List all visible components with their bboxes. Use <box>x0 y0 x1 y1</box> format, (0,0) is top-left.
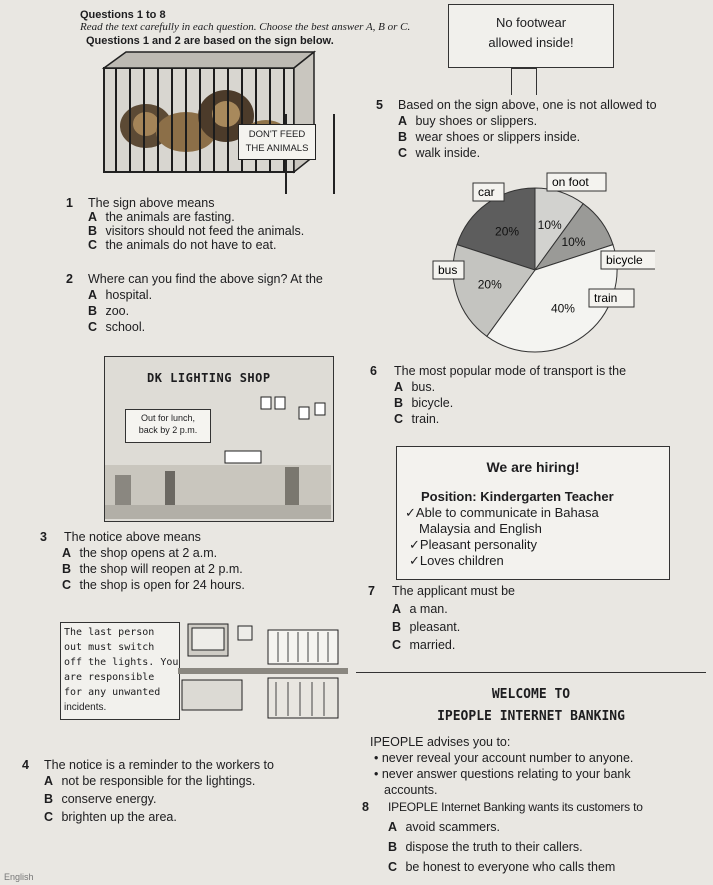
sign-post <box>511 68 537 95</box>
q2-option-a[interactable] <box>88 288 152 303</box>
option-text: wear shoes or slippers inside. <box>415 130 581 144</box>
option-letter: B <box>398 130 408 144</box>
option-letter: A <box>62 546 72 560</box>
check-icon: ✓ <box>409 537 420 552</box>
question-number: 3 <box>40 530 47 544</box>
option-text: the shop will reopen at 2 p.m. <box>79 562 243 576</box>
option-text: the shop opens at 2 a.m. <box>79 546 218 560</box>
option-text: school. <box>105 320 146 334</box>
option-text: pleasant. <box>409 620 461 634</box>
question-stem: The notice is a reminder to the workers to <box>44 758 274 772</box>
pie-category-label <box>547 173 606 191</box>
option-letter: B <box>88 304 98 318</box>
q3-option-b[interactable] <box>62 562 243 577</box>
pie-value-label: 10% <box>537 217 562 232</box>
lion-cage-illustration <box>96 44 358 196</box>
option-text: avoid scammers. <box>405 820 500 834</box>
notice-line: for any unwanted <box>64 687 161 698</box>
option-text: hospital. <box>105 288 153 302</box>
notice-line: are responsible <box>64 672 155 683</box>
option-letter: A <box>88 210 98 224</box>
switch-off-notice <box>60 622 180 720</box>
q4-option-a[interactable] <box>44 774 255 789</box>
lamps-icon <box>255 393 329 433</box>
option-letter: B <box>392 620 402 634</box>
option-text: buy shoes or slippers. <box>415 114 538 128</box>
sub-instruction: Questions 1 and 2 are based on the sign below. <box>86 35 334 47</box>
option-text: the animals are fasting. <box>105 210 235 224</box>
option-letter: C <box>88 320 98 334</box>
dont-feed-line1: DON'T FEED <box>248 129 306 140</box>
option-text: zoo. <box>105 304 130 318</box>
q1-option-a[interactable] <box>88 210 235 225</box>
hiring-title: We are hiring! <box>486 459 580 475</box>
question-stem: The most popular mode of transport is the <box>394 364 627 378</box>
hiring-req-3 <box>409 553 504 569</box>
option-text: be honest to everyone who calls them <box>405 860 616 874</box>
question-6 <box>370 364 626 379</box>
check-icon: ✓ <box>409 553 420 568</box>
q8-option-c[interactable] <box>388 860 615 875</box>
option-text: conserve energy. <box>61 792 157 806</box>
q2-option-c[interactable] <box>88 320 145 335</box>
q3-option-c[interactable] <box>62 578 245 593</box>
q5-option-a[interactable] <box>398 114 537 129</box>
pie-value-label: 40% <box>550 301 575 316</box>
hiring-req-1-cont: Malaysia and English <box>419 521 542 536</box>
q7-option-a[interactable] <box>392 602 448 617</box>
svg-text:on foot: on foot <box>552 175 589 189</box>
question-stem: Where can you find the above sign? At the <box>88 272 323 286</box>
option-text: walk inside. <box>415 146 481 160</box>
question-4 <box>22 758 274 773</box>
question-number: 6 <box>370 364 377 378</box>
q1-option-b[interactable] <box>88 224 304 239</box>
question-number: 1 <box>66 196 73 210</box>
bank-bullet-2-cont: accounts. <box>384 783 438 797</box>
option-text: a man. <box>409 602 448 616</box>
check-icon: ✓ <box>405 505 416 520</box>
question-1 <box>66 196 214 211</box>
pie-value-label: 20% <box>495 224 520 239</box>
question-2 <box>66 272 323 287</box>
hiring-advert <box>396 446 670 580</box>
q4-option-c[interactable] <box>44 810 177 825</box>
option-letter: A <box>44 774 54 788</box>
bank-notice <box>356 672 706 797</box>
question-number: 8 <box>362 800 369 814</box>
option-letter: B <box>62 562 72 576</box>
pie-category-label <box>601 251 655 269</box>
question-8 <box>362 800 643 815</box>
section-title: Questions 1 to 8 <box>80 9 166 21</box>
bank-bullet-2: • never answer questions relating to your bank <box>374 767 631 781</box>
q3-option-a[interactable] <box>62 546 217 561</box>
option-text: married. <box>409 638 456 652</box>
option-letter: C <box>88 238 98 252</box>
q5-option-c[interactable] <box>398 146 480 161</box>
svg-text:car: car <box>478 185 495 199</box>
option-letter: C <box>392 638 402 652</box>
notice-line: out must switch <box>64 642 155 653</box>
bullet-text: never answer questions relating to your bank <box>381 767 631 781</box>
q2-option-b[interactable] <box>88 304 129 319</box>
q4-option-b[interactable] <box>44 792 156 807</box>
notice-line: The last person <box>64 627 155 638</box>
option-text: dispose the truth to their callers. <box>405 840 583 854</box>
lunch-notice <box>125 409 211 443</box>
q6-option-b[interactable] <box>394 396 453 411</box>
option-text: bicycle. <box>411 396 454 410</box>
lighting-shop-illustration <box>104 356 334 522</box>
svg-text:train: train <box>594 291 618 305</box>
option-text: the animals do not have to eat. <box>105 238 277 252</box>
pie-value-label: 20% <box>477 277 502 292</box>
office-illustration <box>178 620 348 730</box>
question-3 <box>40 530 201 545</box>
shop-counter-icon <box>105 445 331 519</box>
q7-option-b[interactable] <box>392 620 460 635</box>
option-letter: A <box>388 820 398 834</box>
q1-option-c[interactable] <box>88 238 276 253</box>
footwear-sign-line1: No footwear <box>495 15 567 30</box>
hiring-req-2 <box>409 537 537 553</box>
q8-option-b[interactable] <box>388 840 583 855</box>
req-text: Loves children <box>419 553 504 568</box>
option-letter: C <box>394 412 404 426</box>
dont-feed-sign <box>238 124 316 160</box>
option-text: visitors should not feed the animals. <box>105 224 305 238</box>
question-number: 2 <box>66 272 73 286</box>
bullet-text: never reveal your account number to anyone. <box>381 751 634 765</box>
question-stem: Based on the sign above, one is not allowed to <box>398 98 657 112</box>
option-letter: A <box>88 288 98 302</box>
req-text: Pleasant personality <box>419 537 537 552</box>
q8-option-a[interactable] <box>388 820 500 835</box>
hiring-position: Position: Kindergarten Teacher <box>421 489 614 504</box>
svg-text:bus: bus <box>438 263 458 277</box>
footer-text: English <box>4 872 34 882</box>
question-stem: The sign above means <box>88 196 215 210</box>
bank-bullet-1: • never reveal your account number to anyone. <box>374 751 634 765</box>
q7-option-c[interactable] <box>392 638 455 653</box>
notice-line: off the lights. You <box>64 657 179 668</box>
notice-line: incidents. <box>64 702 107 713</box>
q6-option-a[interactable] <box>394 380 435 395</box>
svg-text:bicycle: bicycle <box>606 253 643 267</box>
option-text: train. <box>411 412 440 426</box>
question-stem: IPEOPLE Internet Banking wants its customers to <box>388 800 643 814</box>
option-text: not be responsible for the lightings. <box>61 774 256 788</box>
option-letter: C <box>44 810 54 824</box>
option-letter: A <box>398 114 408 128</box>
question-stem: The notice above means <box>64 530 201 544</box>
pie-category-label <box>433 261 464 279</box>
pie-category-label <box>589 289 634 307</box>
option-letter: A <box>394 380 404 394</box>
question-number: 7 <box>368 584 375 598</box>
pie-category-label <box>473 183 504 201</box>
option-text: bus. <box>411 380 436 394</box>
hiring-req-1 <box>405 505 599 521</box>
bank-welcome: WELCOME TO <box>491 687 571 702</box>
q6-option-c[interactable] <box>394 412 439 427</box>
option-letter: A <box>392 602 402 616</box>
bank-advises: IPEOPLE advises you to: <box>370 735 511 749</box>
lunch-notice-line1: Out for lunch, <box>140 413 196 423</box>
option-text: the shop is open for 24 hours. <box>79 578 245 592</box>
option-letter: C <box>388 860 398 874</box>
question-number: 5 <box>376 98 383 112</box>
lunch-notice-line2: back by 2 p.m. <box>138 425 198 435</box>
question-7 <box>368 584 515 599</box>
option-letter: B <box>394 396 404 410</box>
option-text: brighten up the area. <box>61 810 177 824</box>
footwear-sign-line2: allowed inside! <box>488 35 574 50</box>
question-stem: The applicant must be <box>392 584 515 598</box>
footwear-sign <box>448 4 614 68</box>
shop-name: DK LIGHTING SHOP <box>147 371 271 385</box>
option-letter: B <box>44 792 54 806</box>
bank-name: IPEOPLE INTERNET BANKING <box>437 709 625 724</box>
option-letter: C <box>62 578 72 592</box>
dont-feed-line2: THE ANIMALS <box>245 143 309 154</box>
option-letter: B <box>388 840 398 854</box>
question-number: 4 <box>22 758 29 772</box>
instruction-text: Read the text carefully in each question. Choose the best answer A, B or C. <box>80 21 411 33</box>
pie-value-label: 10% <box>561 235 586 250</box>
q5-option-b[interactable] <box>398 130 580 145</box>
option-letter: B <box>88 224 98 238</box>
option-letter: C <box>398 146 408 160</box>
transport-pie-chart <box>415 170 655 360</box>
question-5 <box>376 98 657 113</box>
req-text: Able to communicate in Bahasa <box>415 505 599 520</box>
